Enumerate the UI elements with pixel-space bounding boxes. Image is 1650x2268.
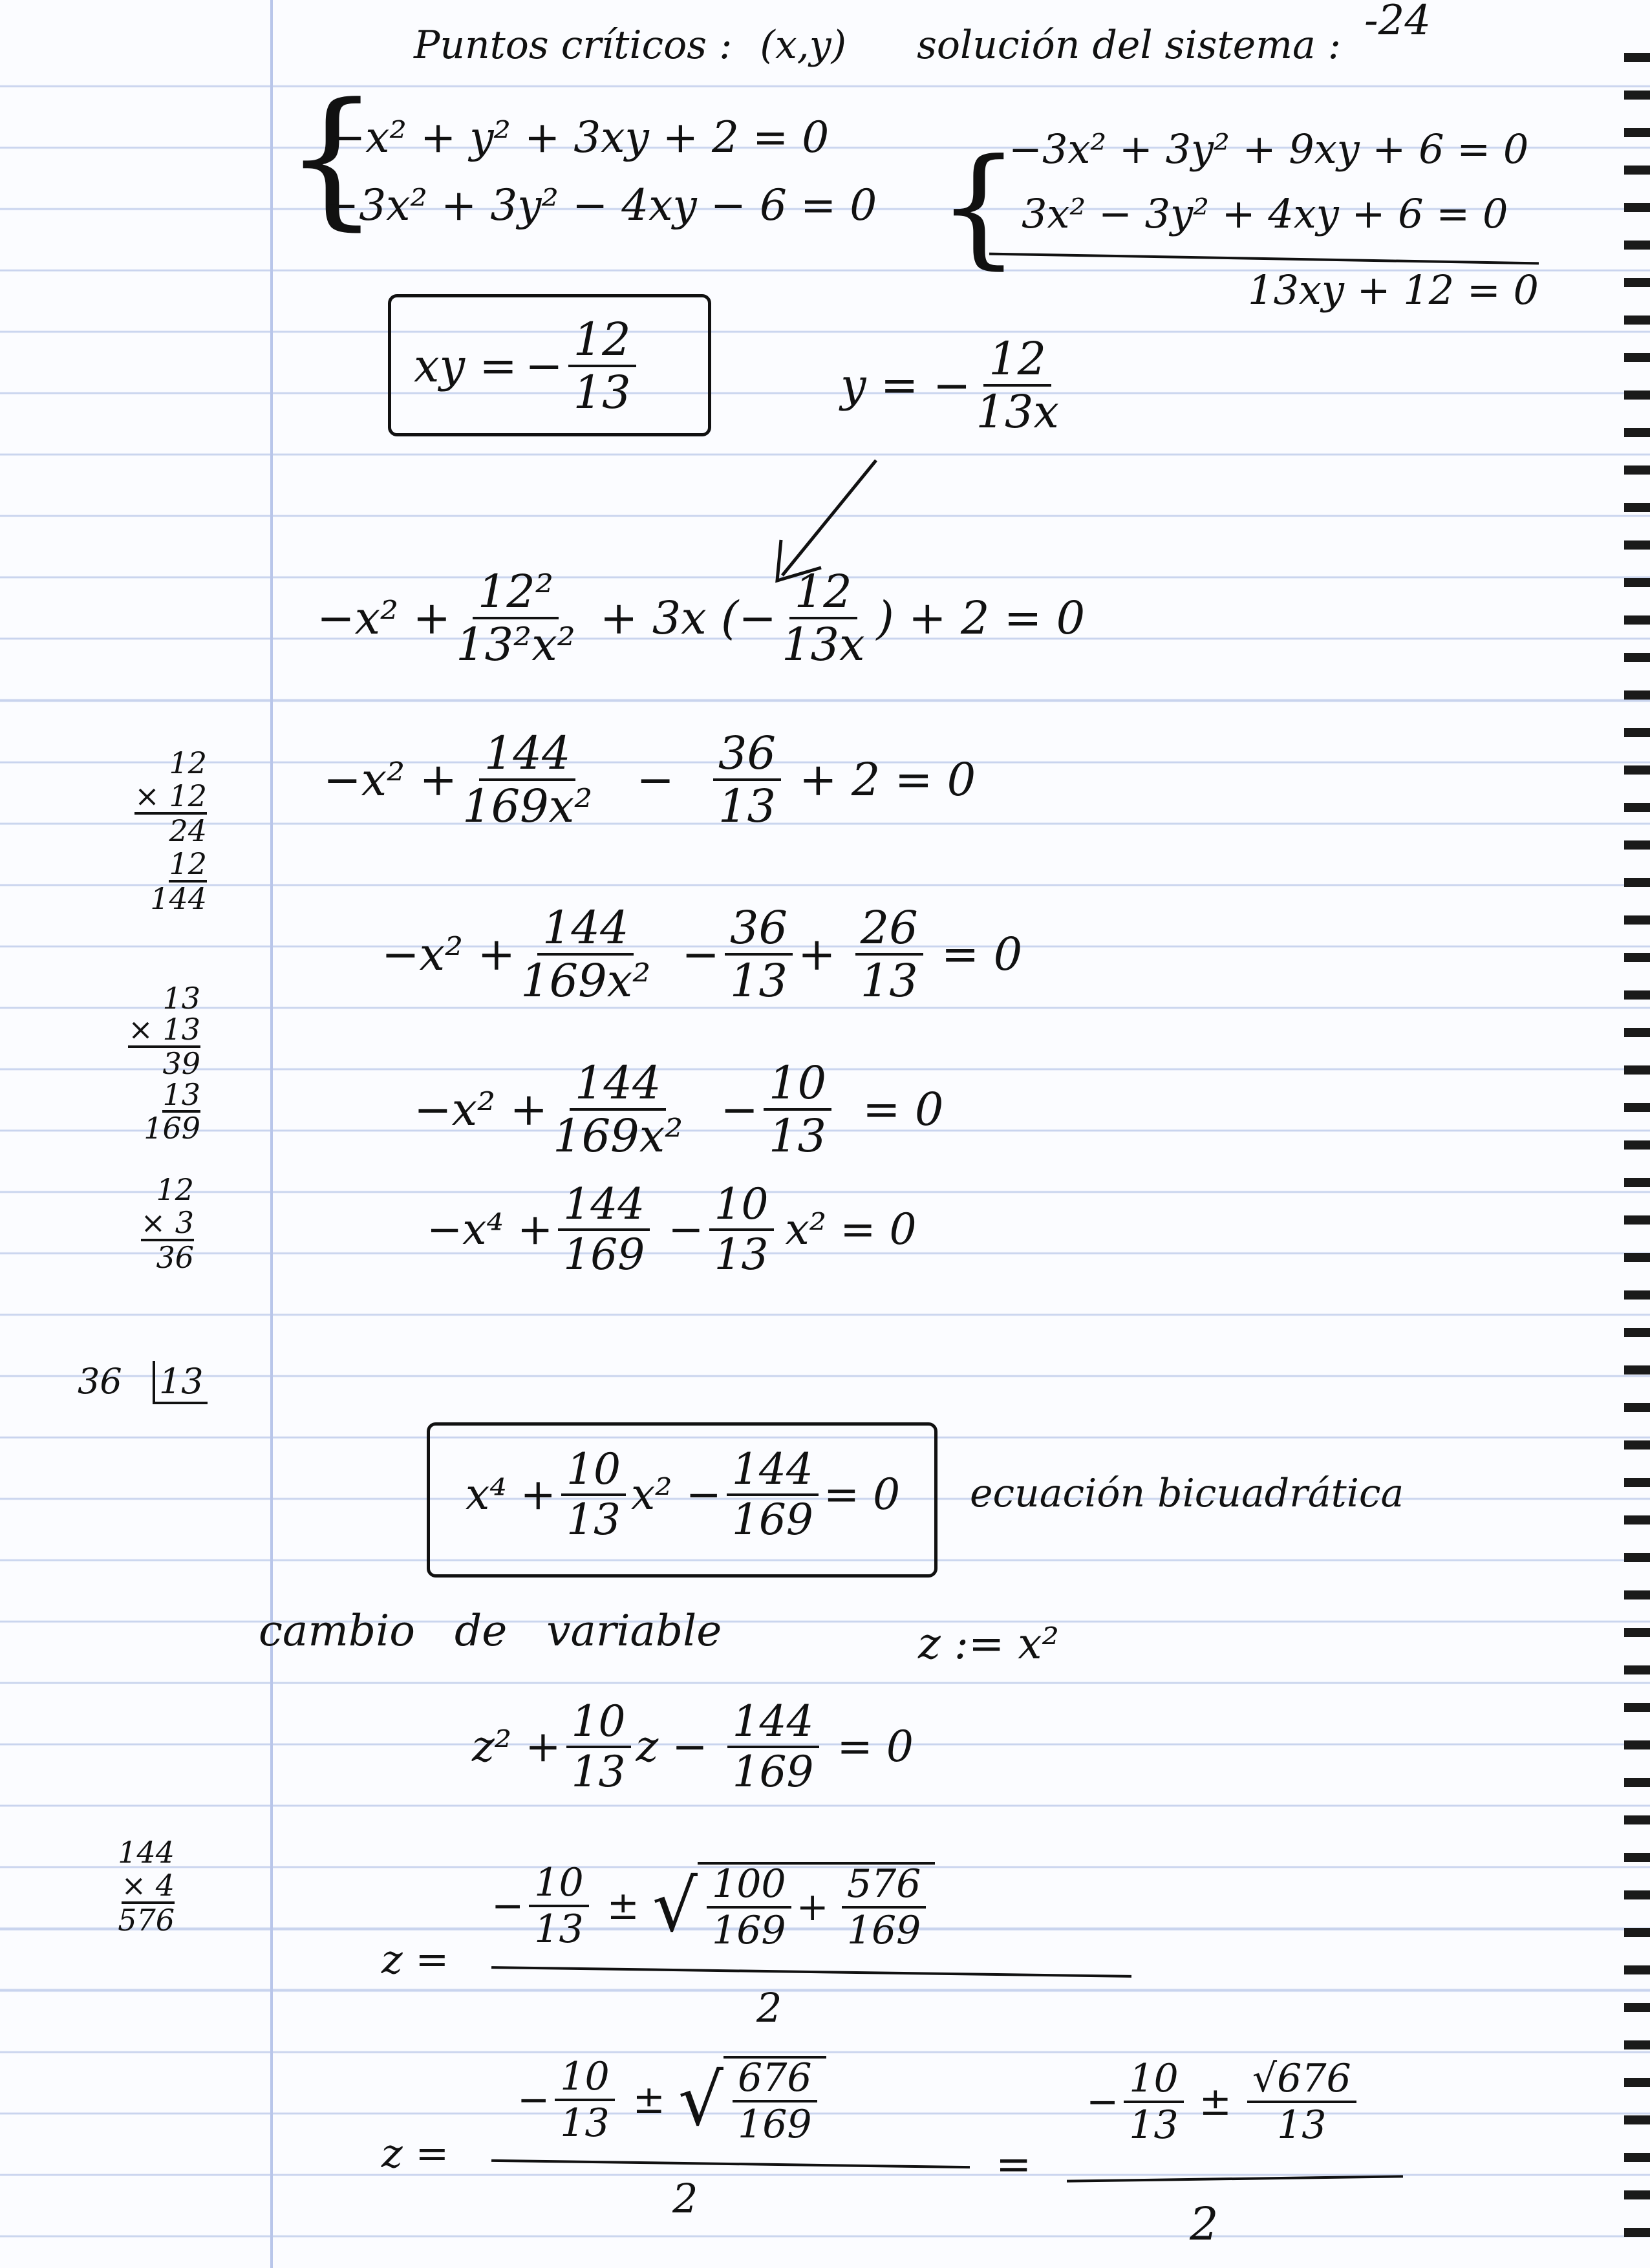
z-f1-r1 (707, 1861, 791, 1953)
biquad-f1d: 13 (566, 1495, 621, 1545)
y-expression-lhs: y = − (841, 359, 971, 412)
z-f3-g2d: 13 (1277, 2102, 1327, 2148)
side-calc-2-e: 169 (144, 1111, 200, 1146)
side-calc-3-b: × 3 (141, 1206, 194, 1242)
z-formula-2-lhs: z = (381, 2130, 449, 2177)
z-formula-2-numerator (517, 2054, 826, 2147)
step-4-c: = 0 (862, 1083, 944, 1136)
step-3-frac3 (855, 901, 923, 1007)
step-2-f1d: 169x² (462, 780, 593, 833)
z-f3-g1d: 13 (1129, 2102, 1179, 2148)
step-1 (317, 565, 1086, 671)
z-f2-frac1 (555, 2054, 614, 2146)
y-expression (841, 332, 1064, 438)
step-5-b: − (668, 1204, 704, 1254)
z-f2-f1n: 10 (555, 2057, 614, 2101)
step-1-f2d: 13x (781, 618, 865, 671)
z-f2-pm: ± (632, 2077, 665, 2123)
z-eq-f1d: 13 (571, 1747, 626, 1797)
step-3-f3n: 26 (855, 905, 923, 956)
step-1-c: ) + 2 = 0 (876, 592, 1086, 645)
step-3-f1d: 169x² (520, 954, 651, 1007)
side-calc-2-c: 39 (162, 1045, 200, 1081)
step-5 (427, 1179, 917, 1279)
z-eq-b: z − (636, 1722, 708, 1771)
z-formula-2-eq: = (996, 2139, 1032, 2189)
step-5-f1d: 169 (563, 1230, 645, 1279)
step-2-frac1 (462, 727, 593, 833)
z-f2-minus: − (517, 2077, 550, 2123)
step-4 (414, 1056, 944, 1162)
step-2-b: − (636, 753, 674, 806)
side-note (78, 1361, 208, 1402)
z-formula-2-den: 2 (672, 2175, 698, 2222)
step-2 (323, 727, 976, 833)
biquad-f2d: 169 (731, 1495, 813, 1545)
side-calc-2-b: × 13 (128, 1012, 200, 1047)
margin-line (270, 0, 273, 2268)
side-calc-mult4 (65, 1836, 175, 1937)
z-f1-plus: + (796, 1885, 829, 1930)
step-1-frac1 (456, 565, 575, 671)
step-2-a: −x² + (323, 753, 458, 806)
change-var-def: z := x² (918, 1619, 1059, 1669)
z-formula-1-numerator (491, 1860, 935, 1953)
side-calc-4-b: × 4 (122, 1869, 175, 1905)
z-formula-1-den: 2 (756, 1984, 782, 2031)
system-left-eq1: −x² + y² + 3xy + 2 = 0 (330, 112, 830, 162)
biquad-c: = 0 (823, 1470, 901, 1519)
z-f1-r1n: 100 (707, 1865, 791, 1909)
step-4-a: −x² + (414, 1083, 548, 1136)
side-calc-4-a: 144 (118, 1835, 175, 1870)
side-calc-mult3 (97, 1173, 194, 1274)
y-expression-num: 12 (983, 336, 1051, 387)
boxed-xy-den: 13 (573, 366, 631, 419)
z-equation (472, 1696, 914, 1797)
side-calc-4-c: 576 (118, 1903, 175, 1938)
step-1-frac2 (781, 565, 865, 671)
side-calc-mult2 (84, 983, 200, 1144)
side-calc-3-a: 12 (156, 1172, 194, 1207)
boxed-xy-sign: − (524, 339, 563, 392)
heading-lead: Puntos críticos : (414, 23, 733, 68)
system-right-eq2: 3x² − 3y² + 4xy + 6 = 0 (1022, 190, 1508, 237)
side-note-boxed: 13 (153, 1361, 208, 1404)
z-f1-r1d: 169 (712, 1908, 786, 1953)
z-formula-1-lhs: z = (381, 1936, 449, 1983)
step-1-f1n: 12² (473, 569, 559, 619)
heading-pair: (x,y) (760, 23, 847, 68)
step-3-a: −x² + (381, 928, 516, 981)
step-5-a: −x⁴ + (427, 1204, 553, 1254)
step-1-b: + 3x (− (599, 592, 777, 645)
biquad-b: x² − (630, 1470, 722, 1519)
step-3-b: − (681, 928, 720, 981)
biquad-equation (466, 1444, 901, 1545)
step-3-c: + (798, 928, 836, 981)
y-expression-den: 13x (976, 385, 1059, 438)
z-f2-r (733, 2055, 817, 2147)
step-5-frac2 (709, 1179, 774, 1279)
heading (414, 23, 1342, 68)
z-f1-f1n: 10 (529, 1863, 588, 1907)
system-right-eq1: −3x² + 3y² + 9xy + 6 = 0 (1009, 125, 1529, 173)
system-left-brace: { (284, 72, 380, 244)
step-1-f2n: 12 (789, 569, 857, 619)
z-f2-rn: 676 (733, 2059, 817, 2102)
step-2-f2n: 36 (713, 731, 781, 781)
z-f3-g2n: √676 (1247, 2059, 1356, 2103)
side-calc-mult1 (91, 747, 207, 915)
side-calc-2-d: 13 (162, 1076, 200, 1112)
biquad-frac1 (561, 1444, 626, 1545)
side-calc-3-c: 36 (156, 1240, 194, 1276)
boxed-xy (414, 313, 641, 419)
z-eq-a: z² + (472, 1722, 561, 1771)
z-f2-radicand (723, 2055, 826, 2147)
z-eq-f1n: 10 (566, 1700, 631, 1748)
step-5-f2n: 10 (709, 1183, 774, 1231)
z-f1-radicand (698, 1861, 935, 1953)
step-3 (381, 901, 1023, 1007)
boxed-xy-lhs: xy = (414, 339, 517, 392)
z-f2-f1d: 13 (560, 2101, 610, 2146)
side-calc-1-d: 12 (169, 848, 207, 883)
z-f2-radical-sign: √ (678, 2059, 724, 2141)
boxed-xy-fraction (568, 313, 636, 419)
z-f1-r2 (842, 1861, 927, 1953)
step-4-frac2 (764, 1056, 831, 1162)
side-calc-1-c: 24 (169, 813, 207, 849)
boxed-xy-num: 12 (568, 317, 636, 367)
z-f2-rd: 169 (738, 2102, 812, 2147)
spiral-binding (1624, 39, 1650, 2250)
side-calc-1-e: 144 (150, 881, 207, 917)
system-right-brace: { (938, 131, 1020, 282)
z-f1-radical-sign: √ (652, 1865, 698, 1947)
step-3-f1n: 144 (537, 905, 634, 956)
z-f3-minus: − (1086, 2079, 1119, 2124)
step-2-c: + 2 = 0 (799, 753, 976, 806)
step-3-d: = 0 (941, 928, 1023, 981)
z-f3-g1n: 10 (1124, 2059, 1183, 2103)
change-var-text: cambio de variable (259, 1606, 722, 1656)
z-f1-f1d: 13 (534, 1907, 584, 1952)
y-expression-fraction (976, 332, 1059, 438)
system-right-sum: 13xy + 12 = 0 (1248, 266, 1539, 314)
step-2-f1n: 144 (479, 731, 576, 781)
z-eq-f2n: 144 (727, 1700, 819, 1748)
z-f3-frac1 (1124, 2056, 1183, 2148)
step-5-f2d: 13 (714, 1230, 769, 1279)
step-3-frac1 (520, 901, 651, 1007)
z-f1-r2n: 576 (842, 1865, 927, 1909)
biquad-f2n: 144 (727, 1448, 819, 1496)
page-number: -24 (1364, 0, 1431, 45)
step-1-a: −x² + (317, 592, 451, 645)
step-3-f2d: 13 (729, 954, 788, 1007)
z-eq-frac1 (566, 1696, 631, 1797)
system-left-eq2: −3x² + 3y² − 4xy − 6 = 0 (323, 180, 877, 230)
z-eq-f2d: 169 (732, 1747, 814, 1797)
z-eq-frac2 (727, 1696, 819, 1797)
step-4-f2d: 13 (768, 1109, 826, 1162)
z-f3-pm: ± (1199, 2079, 1232, 2124)
step-2-frac2 (713, 727, 781, 833)
step-1-f1d: 13²x² (456, 618, 575, 671)
step-3-f3d: 13 (860, 954, 918, 1007)
z-f1-pm: ± (606, 1883, 639, 1929)
z-f1-minus: − (491, 1883, 524, 1929)
step-3-frac2 (725, 901, 793, 1007)
heading-tail: solución del sistema : (917, 23, 1342, 68)
z-f1-frac1 (529, 1860, 588, 1952)
step-5-f1n: 144 (558, 1183, 650, 1231)
side-calc-1-a: 12 (169, 745, 207, 780)
z-f3-frac2 (1247, 2056, 1356, 2148)
side-note-value: 36 (78, 1361, 122, 1402)
z-formula-3-den: 2 (1190, 2198, 1219, 2251)
biquad-frac2 (727, 1444, 819, 1545)
step-5-frac1 (558, 1179, 650, 1279)
z-eq-c: = 0 (837, 1722, 914, 1771)
step-4-f1n: 144 (570, 1060, 667, 1111)
z-f1-r2d: 169 (846, 1908, 921, 1953)
biquad-label: ecuación bicuadrática (970, 1471, 1404, 1516)
side-calc-1-b: × 12 (134, 780, 207, 815)
step-5-c: x² = 0 (785, 1204, 917, 1254)
step-4-f2n: 10 (764, 1060, 831, 1111)
step-2-f2d: 13 (718, 780, 776, 833)
step-4-b: − (720, 1083, 758, 1136)
biquad-a: x⁴ + (466, 1470, 556, 1519)
z-formula-3-numerator (1086, 2056, 1362, 2148)
step-4-frac1 (553, 1056, 683, 1162)
biquad-f1n: 10 (561, 1448, 626, 1496)
step-4-f1d: 169x² (553, 1109, 683, 1162)
step-3-f2n: 36 (725, 905, 793, 956)
side-calc-2-a: 13 (162, 981, 200, 1016)
